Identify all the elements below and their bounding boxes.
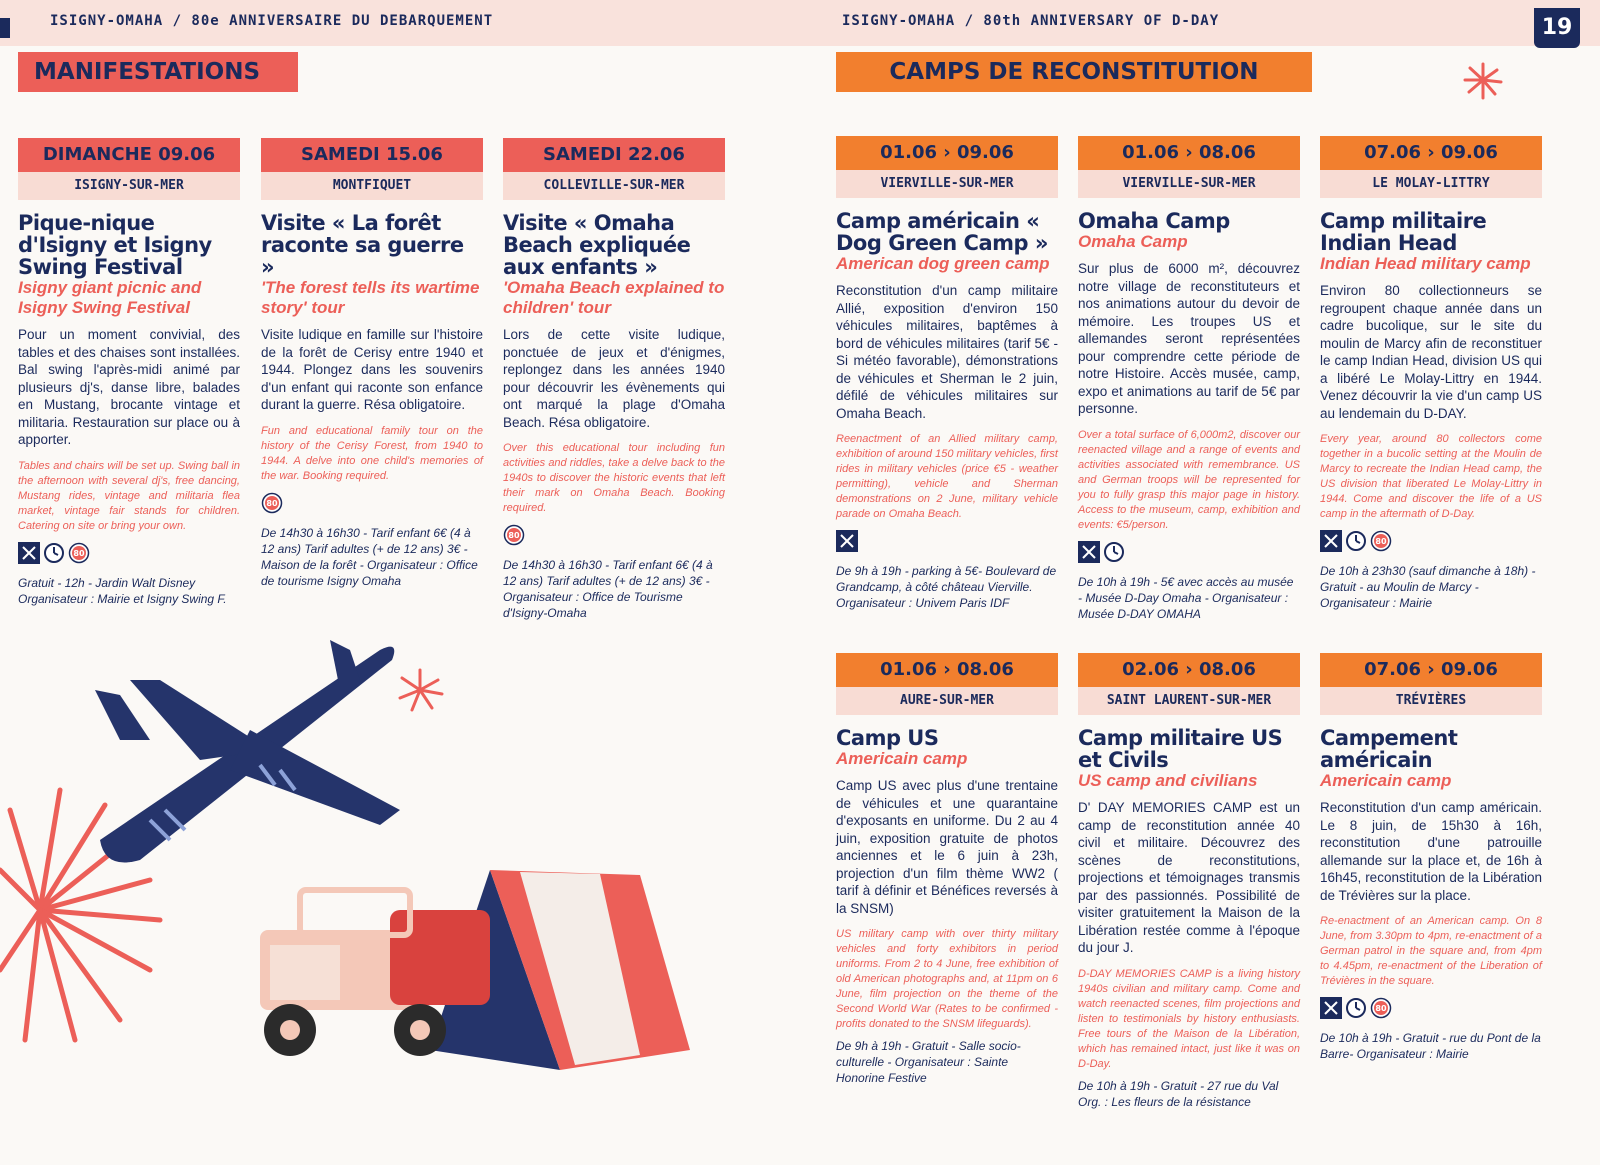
event-icons (261, 492, 483, 519)
illustration (0, 610, 760, 1165)
svg-text:80: 80 (73, 548, 85, 558)
camp-title: Campement américain (1320, 726, 1458, 772)
event-info: De 14h30 à 16h30 - Tarif enfant 6€ (4 à 12 ans) Tarif adultes (+ de 12 ans) 3€ - Maison de la forêt - Organisateur : Office de tourisme Isigny Omaha (261, 525, 478, 588)
event-description-fr: Lors de cette visite ludique, ponctuée de jeux et d'énigmes, replongez dans les années 1940 pour découvrir les évènements qui ont marqué la plage d'Omaha Beach. Résa obligatoire. (503, 327, 725, 430)
camp-description-fr: Reconstitution d'un camp militaire Allié, exposition d'environ 150 véhicules militaires, baptêmes à bord de véhicules militaires (tarif 5€ - Si météo favorable), démonstrations de véhicules et Sherman le 2 juin, défilé de véhicules militaires sur Omaha Beach. (836, 283, 1058, 421)
camp-place: TRÉVIÈRES (1320, 687, 1542, 715)
camp-title: Camp américain « Dog Green Camp » (836, 209, 1048, 255)
airplane-icon (95, 640, 400, 863)
camp-place: VIERVILLE-SUR-MER (1078, 170, 1300, 198)
cutlery-icon (18, 542, 40, 569)
clock-icon (43, 542, 65, 569)
camp-column (1078, 136, 1300, 622)
event-subtitle: 'Omaha Beach explained to children' tour (503, 278, 725, 317)
running-header-en: ISIGNY-OMAHA / 80th ANNIVERSARY OF D-DAY (842, 13, 1220, 29)
camp-info: De 10h à 19h - 5€ avec accès au musée - Musée D-Day Omaha - Organisateur : Musée D-DAY OMAHA (1078, 574, 1294, 621)
event-icons (503, 524, 725, 551)
svg-text:80: 80 (266, 498, 278, 508)
camp-title: Camp militaire US et Civils (1078, 726, 1283, 772)
camp-title: Camp US (836, 726, 939, 750)
event-place: COLLEVILLE-SUR-MER (503, 172, 725, 200)
camp-description-en: US military camp with over thirty military vehicles and forty exhibitors in period uniforms. From 2 to 4 June, free exhibition of old American photographs and, at 11pm on 6 June, film projection on the theme of the Second World War (Rates to be confirmed - profits donated to the SNSM lifeguards). (836, 928, 1058, 1030)
camp-subtitle: Americain camp (1320, 771, 1452, 790)
event-subtitle: 'The forest tells its wartime story' tour (261, 278, 480, 317)
event-description-en: Fun and educational family tour on the history of the Cerisy Forest, from 1940 to 1944. A delve into one child's memories of the war. Booking required. (261, 424, 483, 482)
camp-info: De 10h à 23h30 (sauf dimanche à 18h) - Gratuit - au Moulin de Marcy - Organisateur : Mairie (1320, 564, 1536, 610)
event-title: Visite « La forêt raconte sa guerre » (261, 211, 464, 279)
event-description-fr: Visite ludique en famille sur l'histoire de la forêt de Cerisy entre 1940 et 1944. Plongez dans les souvenirs d'un enfant qui raconte son enfance durant la guerre. Résa obligatoire. (261, 327, 483, 412)
camp-description-fr: Reconstitution d'un camp américain. Le 8 juin, de 15h30 à 16h, reconstitution d'une patrouille allemande sur la place et, de 16h à 16h45, reconstitution de la Libération de Trévières sur la place. (1320, 800, 1542, 903)
event-column (503, 138, 725, 621)
camp-date: 01.06 › 09.06 (836, 136, 1058, 170)
camp-column (1078, 653, 1300, 1110)
running-header-fr: ISIGNY-OMAHA / 80e ANNIVERSAIRE DU DEBARQUEMENT (50, 13, 494, 29)
event-info: Gratuit - 12h - Jardin Walt Disney Organisateur : Mairie et Isigny Swing F. (18, 575, 227, 606)
event-date: DIMANCHE 09.06 (18, 138, 240, 172)
camp-date: 01.06 › 08.06 (1078, 136, 1300, 170)
camp-info: De 9h à 19h - Gratuit - Salle socio-culturelle - Organisateur : Sainte Honorine Festive (836, 1039, 1021, 1085)
event-date: SAMEDI 22.06 (503, 138, 725, 172)
svg-text:80: 80 (1375, 1004, 1387, 1013)
camp-column (836, 653, 1058, 1086)
camp-column (836, 136, 1058, 611)
d-day-80-badge-icon (261, 492, 283, 519)
cutlery-icon (836, 530, 858, 557)
camp-description-en: Reenactment of an Allied military camp, exhibition of around 150 military vehicles, first rides in military vehicles (price €5 - weather permitting), vehicle and Sherman demonstrations on 2 June, military vehicle parade on Omaha Beach. (836, 433, 1058, 520)
camp-date: 07.06 › 09.06 (1320, 136, 1542, 170)
camp-column (1320, 136, 1542, 611)
camp-date: 02.06 › 08.06 (1078, 653, 1300, 687)
camp-title: Omaha Camp (1078, 209, 1230, 233)
event-date: SAMEDI 15.06 (261, 138, 483, 172)
camp-description-en: Re-enactment of an American camp. On 8 June, from 3.30pm to 4pm, re-enactment of a German patrol in the square and, from 4pm to 4.45pm, re-enactment of the Liberation of Trévières in the square. (1320, 915, 1542, 987)
previous-page-tab (0, 18, 10, 38)
event-place: ISIGNY-SUR-MER (18, 172, 240, 200)
camp-place: AURE-SUR-MER (836, 687, 1058, 715)
camp-place: LE MOLAY-LITTRY (1320, 170, 1542, 198)
camp-description-en: Every year, around 80 collectors come together in a bucolic setting at the Moulin de Marcy to recreate the Indian Head camp, the US division that liberated Le Molay-Littry in 1944. Come and discover the life of a US camp in the aftermath of D-Day. (1320, 433, 1542, 520)
clock-icon (1345, 530, 1367, 557)
event-info: De 14h30 à 16h30 - Tarif enfant 6€ (4 à 12 ans) Tarif adultes (+ de 12 ans) 3€ - Organisateur : Office de Tourisme d'Isigny-Omaha (503, 558, 713, 620)
clock-icon (1103, 541, 1125, 568)
firework-icon (1455, 58, 1511, 104)
camp-date: 01.06 › 08.06 (836, 653, 1058, 687)
camp-column (1320, 653, 1542, 1062)
event-description-en: Tables and chairs will be set up. Swing ball in the afternoon with several dj's, free dancing, Mustang rides, vintage and militaria flea market, vintage fair stands for children. Catering on site or bring your own. (18, 459, 240, 532)
camp-place: VIERVILLE-SUR-MER (836, 170, 1058, 198)
camp-description-en: Over a total surface of 6,000m2, discover our reenacted village and a range of events and activities associated with remembrance. US and German troops will be represented for you to fully grasp this major page in history. Access to the museum, camp, exhibition and events: €5/person. (1078, 428, 1300, 531)
camp-icons (1320, 530, 1542, 557)
event-column (18, 138, 240, 607)
camp-icons (1078, 541, 1300, 568)
section-title-manifestations: MANIFESTATIONS (18, 52, 298, 92)
camp-subtitle: American dog green camp (836, 254, 1050, 273)
event-place: MONTFIQUET (261, 172, 483, 200)
camp-description-fr: Sur plus de 6000 m², découvrez notre village de reconstituteurs et nos animations autour du devoir de mémoire. Les troupes US et allemandes seront représentées pour comprendre cette période de notre Histoire. Accès musée, camp, expo et animations au tarif de 5€ par personne. (1078, 261, 1300, 416)
camp-icons (1320, 997, 1542, 1024)
camp-subtitle: Omaha Camp (1078, 232, 1188, 251)
camp-icons (836, 530, 1058, 557)
camp-description-fr: Camp US avec plus d'une trentaine de véhicules et une quarantaine d'exposants en uniforme. Du 2 au 4 juin, exposition gratuite de photos anciennes et le 6 juin à 23h, projection d'un film thème WW2 ( tarif à définir et Bénéfices reversés à la SNSM) (836, 778, 1058, 916)
svg-text:80: 80 (1375, 537, 1387, 546)
camp-subtitle: Indian Head military camp (1320, 254, 1531, 273)
camp-description-en: D-DAY MEMORIES CAMP is a living history 1940s civilian and military camp. Come and watch reenacted scenes, film projections and listen to testimonials by history enthusiasts. Free tours of the Maison de la Libération, which has remained intact, just like it was on D-Day. (1078, 967, 1300, 1070)
d-day-80-badge-icon (68, 542, 90, 569)
d-day-80-badge-icon (1370, 997, 1392, 1024)
camp-place: SAINT LAURENT-SUR-MER (1078, 687, 1300, 715)
event-subtitle: Isigny giant picnic and Isigny Swing Festival (18, 278, 202, 317)
camp-subtitle: US camp and civilians (1078, 771, 1258, 790)
camp-subtitle: Americain camp (836, 749, 968, 768)
page-number: 19 (1534, 8, 1580, 48)
event-title: Visite « Omaha Beach expliquée aux enfants » (503, 211, 691, 279)
clock-icon (1345, 997, 1367, 1024)
camp-info: De 10h à 19h - Gratuit - 27 rue du Val Org. : Les fleurs de la résistance (1078, 1078, 1279, 1109)
camp-info: De 10h à 19h - Gratuit - rue du Pont de la Barre- Organisateur : Mairie (1320, 1031, 1541, 1061)
small-firework-icon (400, 670, 442, 710)
event-title: Pique-nique d'Isigny et Isigny Swing Festival (18, 211, 212, 279)
camp-info: De 9h à 19h - parking à 5€- Boulevard de Grandcamp, à côté château Vierville. Organisateur : Univem Paris IDF (836, 564, 1057, 610)
camp-title: Camp militaire Indian Head (1320, 209, 1487, 255)
d-day-80-badge-icon (503, 524, 525, 551)
camp-description-fr: D' DAY MEMORIES CAMP est un camp de reconstitution année 40 civil et militaire. Découvrez des scènes de reconstitutions, projections et témoignages transmis par des passionnés. Possibilité de visiter gratuitement la Maison de la Libération restée comme à l'époque du jour J. (1078, 800, 1300, 955)
event-description-en: Over this educational tour including fun activities and riddles, take a delve back to the 1940s to discover the historic events that left their mark on Omaha Beach. Booking required. (503, 442, 725, 514)
cutlery-icon (1320, 530, 1342, 557)
event-column (261, 138, 483, 589)
event-icons (18, 542, 240, 569)
d-day-80-badge-icon (1370, 530, 1392, 557)
svg-text:80: 80 (508, 531, 520, 540)
camp-description-fr: Environ 80 collectionneurs se regroupent chaque année dans un cadre bucolique, sur le site du moulin de Marcy afin de reconstituer le camp Indian Head, division US qui a libéré Le Molay-Littry en 1944. Venez découvrir la vie d'un camp US au lendemain du D-DAY. (1320, 283, 1542, 421)
section-title-camps: CAMPS DE RECONSTITUTION (836, 52, 1312, 92)
cutlery-icon (1320, 997, 1342, 1024)
cutlery-icon (1078, 541, 1100, 568)
event-description-fr: Pour un moment convivial, des tables et des chaises sont installées. Bal swing l'après-midi animé par plusieurs dj's, danse libre, balades en Mustang, brocante vintage et militaria. Restauration sur place ou à apporter. (18, 327, 240, 447)
camp-date: 07.06 › 09.06 (1320, 653, 1542, 687)
